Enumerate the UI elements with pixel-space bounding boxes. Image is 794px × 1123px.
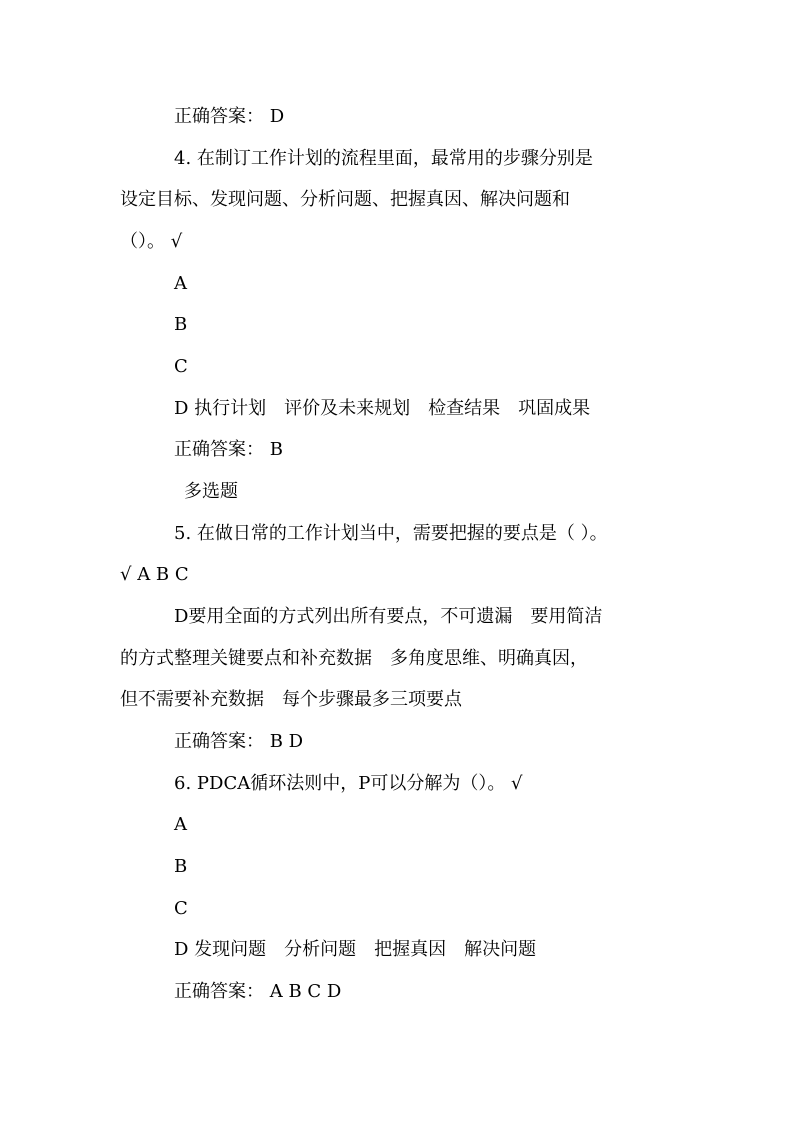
answer-line-q4: 正确答案： B bbox=[174, 439, 283, 460]
section-heading-multi-choice: 多选题 bbox=[184, 481, 238, 502]
question-4-line-2: 设定目标、发现问题、分析问题、把握真因、解决问题和 bbox=[120, 189, 570, 210]
question-5-line-1: 5. 在做日常的工作计划当中，需要把握的要点是（ ）。 bbox=[174, 523, 608, 544]
question-5-line-2: √ A B C bbox=[120, 564, 189, 585]
option-a-q6: A bbox=[174, 814, 187, 835]
option-c-q6: C bbox=[174, 898, 188, 919]
option-a-q4: A bbox=[174, 273, 187, 294]
question-4-line-1: 4. 在制订工作计划的流程里面，最常用的步骤分别是 bbox=[174, 148, 593, 169]
option-d-q6: D 发现问题 分析问题 把握真因 解决问题 bbox=[174, 939, 537, 960]
option-d-q4: D 执行计划 评价及未来规划 检查结果 巩固成果 bbox=[174, 398, 591, 419]
option-d-q5-line-3: 但不需要补充数据 每个步骤最多三项要点 bbox=[120, 689, 462, 710]
option-c-q4: C bbox=[174, 356, 188, 377]
question-6-line-1: 6. PDCA循环法则中，P可以分解为（）。 √ bbox=[174, 773, 523, 794]
answer-line-q6: 正确答案： A B C D bbox=[174, 981, 342, 1002]
question-4-line-3: （）。 √ bbox=[120, 231, 183, 252]
answer-line-q3: 正确答案： D bbox=[174, 106, 285, 127]
option-d-q5-line-1: D要用全面的方式列出所有要点，不可遗漏 要用简洁 bbox=[174, 606, 603, 627]
answer-line-q5: 正确答案： B D bbox=[174, 731, 304, 752]
option-b-q4: B bbox=[174, 314, 188, 335]
option-d-q5-line-2: 的方式整理关键要点和补充数据 多角度思维、明确真因， bbox=[120, 648, 588, 669]
option-b-q6: B bbox=[174, 856, 188, 877]
